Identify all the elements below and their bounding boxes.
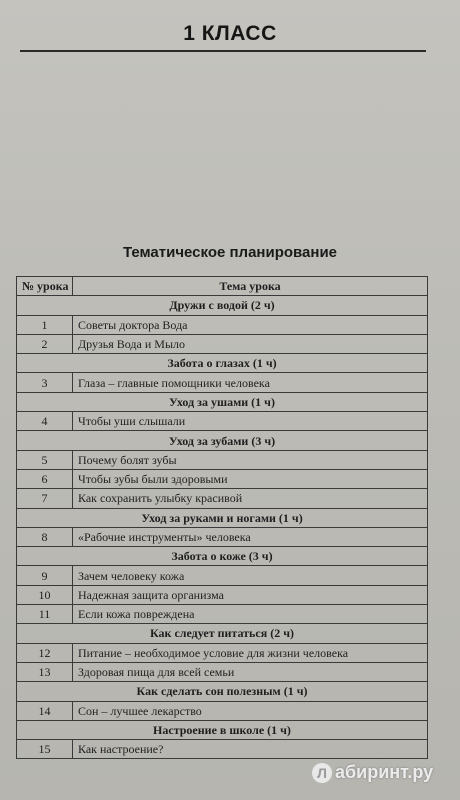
section-row bbox=[17, 547, 428, 566]
lesson-number: 12 bbox=[17, 643, 73, 662]
lesson-topic: Как сохранить улыбку красивой bbox=[73, 489, 428, 508]
lesson-number: 11 bbox=[17, 605, 73, 624]
lesson-topic: Зачем человеку кожа bbox=[73, 566, 428, 585]
section-title: Забота о коже (3 ч) bbox=[17, 547, 428, 566]
section-row bbox=[17, 624, 428, 643]
lesson-topic: Советы доктора Вода bbox=[73, 315, 428, 334]
lesson-topic: Питание – необходимое условие для жизни человека bbox=[73, 643, 428, 662]
lesson-row bbox=[17, 527, 428, 546]
lesson-row bbox=[17, 334, 428, 353]
labirint-watermark bbox=[312, 762, 433, 783]
lesson-row bbox=[17, 585, 428, 604]
section-row bbox=[17, 296, 428, 315]
lesson-number: 14 bbox=[17, 701, 73, 720]
section-row bbox=[17, 392, 428, 411]
lesson-row bbox=[17, 662, 428, 681]
section-title: Как следует питаться (2 ч) bbox=[17, 624, 428, 643]
lesson-number: 2 bbox=[17, 334, 73, 353]
lesson-topic: Друзья Вода и Мыло bbox=[73, 334, 428, 353]
section-title: Как сделать сон полезным (1 ч) bbox=[17, 682, 428, 701]
lesson-number: 13 bbox=[17, 662, 73, 681]
watermark-text: абиринт.ру bbox=[335, 762, 434, 782]
column-header-lesson-number: № урока bbox=[17, 277, 73, 296]
section-title: Настроение в школе (1 ч) bbox=[17, 720, 428, 739]
title-divider bbox=[20, 50, 426, 52]
lesson-row bbox=[17, 740, 428, 759]
lesson-number: 7 bbox=[17, 489, 73, 508]
table-header-row bbox=[17, 277, 428, 296]
lesson-number: 6 bbox=[17, 469, 73, 488]
lesson-topic: Чтобы уши слышали bbox=[73, 412, 428, 431]
lesson-number: 8 bbox=[17, 527, 73, 546]
lesson-number: 15 bbox=[17, 740, 73, 759]
lesson-row bbox=[17, 373, 428, 392]
lesson-topic: Если кожа повреждена bbox=[73, 605, 428, 624]
lesson-topic: Сон – лучшее лекарство bbox=[73, 701, 428, 720]
table-body bbox=[17, 296, 428, 759]
section-heading: Тематическое планирование bbox=[122, 244, 338, 261]
watermark-logo-icon: Л bbox=[312, 763, 332, 783]
planning-table bbox=[16, 276, 428, 759]
section-title: Забота о глазах (1 ч) bbox=[17, 354, 428, 373]
section-title: Уход за зубами (3 ч) bbox=[17, 431, 428, 450]
lesson-number: 5 bbox=[17, 450, 73, 469]
lesson-number: 4 bbox=[17, 412, 73, 431]
section-row bbox=[17, 508, 428, 527]
lesson-topic: Чтобы зубы были здоровыми bbox=[73, 469, 428, 488]
section-title: Уход за ушами (1 ч) bbox=[17, 392, 428, 411]
column-header-lesson-topic: Тема урока bbox=[73, 277, 428, 296]
section-row bbox=[17, 720, 428, 739]
lesson-row bbox=[17, 489, 428, 508]
lesson-topic: Надежная защита организма bbox=[73, 585, 428, 604]
lesson-topic: Как настроение? bbox=[73, 740, 428, 759]
lesson-topic: «Рабочие инструменты» человека bbox=[73, 527, 428, 546]
section-title: Дружи с водой (2 ч) bbox=[17, 296, 428, 315]
lesson-number: 3 bbox=[17, 373, 73, 392]
lesson-topic: Глаза – главные помощники человека bbox=[73, 373, 428, 392]
lesson-row bbox=[17, 643, 428, 662]
lesson-row bbox=[17, 566, 428, 585]
section-row bbox=[17, 354, 428, 373]
lesson-number: 10 bbox=[17, 585, 73, 604]
section-title: Уход за руками и ногами (1 ч) bbox=[17, 508, 428, 527]
lesson-number: 9 bbox=[17, 566, 73, 585]
lesson-row bbox=[17, 412, 428, 431]
section-row bbox=[17, 431, 428, 450]
page-title: 1 КЛАСС bbox=[183, 22, 277, 45]
section-row bbox=[17, 682, 428, 701]
lesson-row bbox=[17, 450, 428, 469]
lesson-topic: Здоровая пища для всей семьи bbox=[73, 662, 428, 681]
lesson-row bbox=[17, 701, 428, 720]
lesson-topic: Почему болят зубы bbox=[73, 450, 428, 469]
lesson-row bbox=[17, 315, 428, 334]
lesson-row bbox=[17, 605, 428, 624]
lesson-row bbox=[17, 469, 428, 488]
lesson-number: 1 bbox=[17, 315, 73, 334]
